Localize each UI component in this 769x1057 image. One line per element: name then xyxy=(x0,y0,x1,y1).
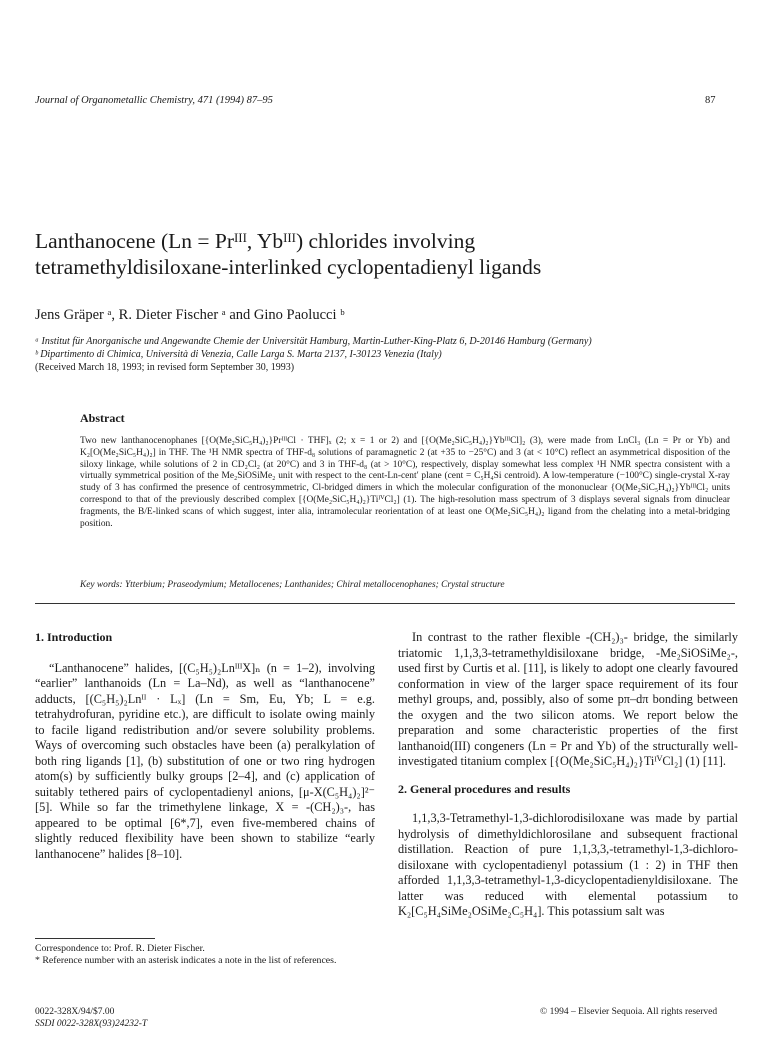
footnotes xyxy=(35,943,375,967)
right-column xyxy=(398,630,738,920)
section-divider xyxy=(35,603,735,604)
left-column xyxy=(35,630,375,862)
footnote-rule xyxy=(35,938,155,939)
affiliations xyxy=(35,335,745,361)
title-line-2: tetramethyldisiloxane-interlinked cyclopentadienyl ligands xyxy=(35,255,542,279)
section-heading-introduction: 1. Introduction xyxy=(35,630,113,644)
introduction-paragraph: “Lanthanocene” halides, [(C₅H₅)₂LnᴵᴵᴵX]ₙ (n = 1–2), involving “earlier” lanthanoids (Ln = La–Nd), as well as “lanthanocene” adducts, [(C₅H₅)₂Lnᴵᴵ · Lₓ] (Ln = Sm, Eu, Yb; L = e.g. tetrahydrofuran, pyridine etc.), are difficult to isolate owing mainly to facile ligand redistribution and/or severe solubility problems. Ways of overcoming such obstacles have been (a) peralkylation of both ring ligands [1], (b) substitution of one or two ring hydrogen atom(s) by sufficiently bulky groups [2–4], and (c) application of suitably tethered pairs of cyclopentadienyl anions, [μ-X(C₅H₄)₂]²⁻ [5]. While so far the trimethylene linkage, X = -(CH₂)₃-, has appeared to be optimal [6*,7], even five-membered chains of slightly reduced flexibility have been shown to stabilize “early lanthanocene” halides [8–10]. xyxy=(35,660,375,861)
journal-citation: Journal of Organometallic Chemistry, 471 (1994) 87–95 xyxy=(35,95,273,106)
article-title xyxy=(35,228,735,280)
ssdi-code: SSDI 0022-328X(93)24232-T xyxy=(35,1019,148,1029)
asterisk-note: * Reference number with an asterisk indicates a note in the list of references. xyxy=(35,955,337,966)
received-dates: (Received March 18, 1993; in revised form September 30, 1993) xyxy=(35,362,295,373)
price-code: 0022-328X/94/$7.00 xyxy=(35,1007,115,1017)
title-line-1: Lanthanocene (Ln = Prᴵᴵᴵ, Ybᴵᴵᴵ) chlorides involving xyxy=(35,229,476,253)
affiliation-a: ᵃ Institut für Anorganische und Angewandte Chemie der Universität Hamburg, Martin-Luther-King-Platz 6, D-20146 Hamburg (Germany) xyxy=(35,336,592,347)
affiliation-b: ᵇ Dipartimento di Chimica, Università di Venezia, Calle Larga S. Marta 2137, I-30123 Venezia (Italy) xyxy=(35,349,442,360)
right-paragraph-1: In contrast to the rather flexible -(CH₂)₃- bridge, the similarly triatomic 1,1,3,3-tetramethyldisiloxane bridge, -Me₂SiOSiMe₂-, used first by Curtis et al. [11], is likely to adopt one clearly favoured conformation in view of the larger space requirement of its four methyl groups, and, possibly, also of some pπ–dπ bonding between the oxygen and the two silicon atoms. We report below the preparation and some characteristic properties of the first lanthanoid(III) congeners (Ln = Pr and Yb) of the structurally well-investigated titanium complex [{O(Me₂SiC₅H₄)₂}TiᴵⱽCl₂] (1) [11]. xyxy=(398,630,738,768)
section-heading-procedures: 2. General procedures and results xyxy=(398,781,571,796)
abstract-body: Two new lanthanocenophanes [{O(Me₂SiC₅H₄)₂}PrᴵᴵᴵCl · THF]ₓ (2; x = 1 or 2) and [{O(Me₂SiC₅H₄)₂}YbᴵᴵᴵCl]₂ (3), were made from LnCl₃ (Ln = Pr or Yb) and K₂[O(Me₂SiC₅H₄)₂] in THF. The ¹H NMR spectra of THF-d₈ solutions of paramagnetic 2 (at +35 to −25°C) and 3 (at < 10°C) reflect an asymmetrical disposition of the siloxy linkage, while solutions of 2 in CD₂Cl₂ (at 20°C) and 3 in THF-d₈ (at > 10°C), respectively, display somewhat less complex ¹H NMR spectra consistent with a virtually symmetrical position of the Me₂SiOSiMe₂ unit with respect to the cent-Ln-cent′ plane (cent = C₅H₄Si centroid). A low-temperature (−100°C) single-crystal X-ray study of 3 has confirmed the presence of centrosymmetric, Cl-bridged dimers in which the molecular configuration of the mononuclear {O(Me₂SiC₅H₄)₂}YbᴵᴵᴵCl₂ units correspond to that of the previously described complex [{O(Me₂SiC₅H₄)₂}TiᴵⱽCl₂] (1). The high-resolution mass spectrum of 3 displays several signals from dinuclear fragments, the B/E-linked scans of which suggest, inter alia, intramolecular reorientation of at least one O(Me₂SiC₅H₄)₂ ligand from the chelating into a metal-bridging position. xyxy=(80,436,730,529)
copyright-notice: © 1994 – Elsevier Sequoia. All rights reserved xyxy=(540,1007,718,1017)
keywords-list: Ytterbium; Praseodymium; Metallocenes; Lanthanides; Chiral metallocenophanes; Crystal structure xyxy=(124,580,505,590)
keywords xyxy=(80,580,730,590)
right-paragraph-2: 1,1,3,3-Tetramethyl-1,3-dichlorodisiloxane was made by partial hydrolysis of dimethyldichlorosilane and subsequent fractional distillation. Reaction of pure 1,1,3,3,-tetramethyl-1,3-dichloro-disiloxane with cyclopentadienyl potassium (1 : 2) in THF then afforded 1,1,3,3-tetramethyl-1,3-dicyclopentadienyldisiloxane. The latter was reduced with elemental potassium to K₂[C₅H₄SiMe₂OSiMe₂C₅H₄]. This potassium salt was xyxy=(398,811,738,918)
page-number: 87 xyxy=(705,95,716,106)
keywords-label: Key words: xyxy=(80,580,123,590)
author-list: Jens Gräper ᵃ, R. Dieter Fischer ᵃ and Gino Paolucci ᵇ xyxy=(35,307,345,323)
abstract-heading: Abstract xyxy=(80,411,125,425)
publication-codes xyxy=(35,1006,147,1030)
correspondence-note: Correspondence to: Prof. R. Dieter Fischer. xyxy=(35,943,205,954)
